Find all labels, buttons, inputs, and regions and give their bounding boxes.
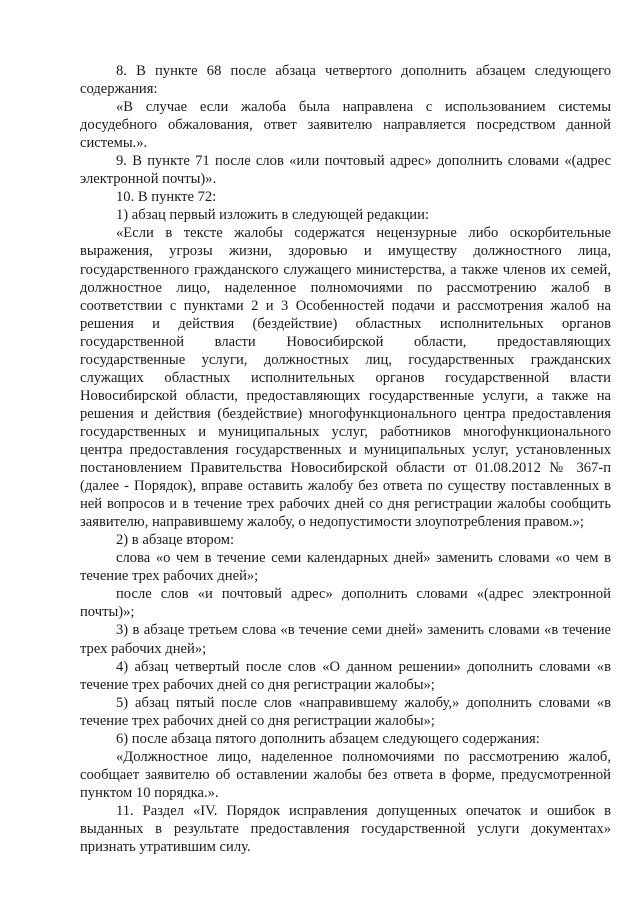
paragraph-subitem-5: 5) абзац пятый после слов «направившему жалобу,» дополнить словами «в течение трех рабочих дней со дня регистрации жалобы»; [80,694,611,729]
paragraph-subitem-2: 2) в абзаце втором: [116,532,235,549]
paragraph-subitem-6: 6) после абзаца пятого дополнить абзацем следующего содержания: [116,730,540,747]
paragraph-item-10: 10. В пункте 72: [116,189,217,206]
paragraph-subitem-4: 4) абзац четвертый после слов «О данном решении» дополнить словами «в течение трех рабочих дней со дня регистрации жалобы»; [80,658,611,693]
paragraph-item-9: 9. В пункте 71 после слов «или почтовый адрес» дополнить словами «(адрес электронной почты)». [80,153,611,188]
paragraph-subitem-2-address: после слов «и почтовый адрес» дополнить словами «(адрес электронной почты)»; [80,586,611,621]
paragraph-quote-item-8: «В случае если жалоба была направлена с использованием системы досудебного обжалования, ответ заявителю направляется посредством данной системы.». [80,99,611,152]
paragraph-subitem-3: 3) в абзаце третьем слова «в течение семи дней» заменить словами «в течение трех рабочих дней»; [80,622,611,657]
paragraph-item-11: 11. Раздел «IV. Порядок исправления допущенных опечаток и ошибок в выданных в результате предоставления государственной услуги документах» признать утратившим силу. [80,802,611,856]
paragraph-subitem-2-words: слова «о чем в течение семи календарных дней» заменить словами «о чем в течение трех рабочих дней»; [80,550,611,585]
paragraph-item-8: 8. В пункте 68 после абзаца четвертого дополнить абзацем следующего содержания: [80,63,611,98]
paragraph-quote-subitem-1: «Если в тексте жалобы содержатся нецензурные либо оскорбительные выражения, угрозы жизни, здоровью и имуществу должностного лица, государственного гражданского служащего министерства, а также членов их семей, должностное лицо, наделенное полномочиями по рассмотрению жалоб в соответствии с пунктами 2 и 3 Особенностей подачи и рассмотрения жалоб на решения и действия (бездействие) областных исполнительных органов государственной власти Новосибирской области, предоставляющих государственные услуги, должностных лиц, государственных гражданских служащих областных исполнительных органов государственной власти Новосибирской области, предоставляющих государственные услуги, а также на решения и действия (бездействие) многофункционального центра предоставления государственных и муниципальных услуг, работников многофункционального центра предоставления государственных и муниципальных услуг, установленных постановлением Правительства Новосибирской области от 01.08.2012 № 367-п (далее - Порядок), вправе оставить жалобу без ответа по существу поставленных в ней вопросов и в течение трех рабочих дней со дня регистрации жалобы сообщить заявителю, направившему жалобу, о недопустимости злоупотребления правом.»; [80,225,611,531]
paragraph-subitem-1: 1) абзац первый изложить в следующей редакции: [116,207,429,224]
paragraph-quote-subitem-6: «Должностное лицо, наделенное полномочиями по рассмотрению жалоб, сообщает заявителю об оставлении жалобы без ответа в форме, предусмотренной пунктом 10 порядка.». [80,748,611,801]
document-body [80,62,611,856]
